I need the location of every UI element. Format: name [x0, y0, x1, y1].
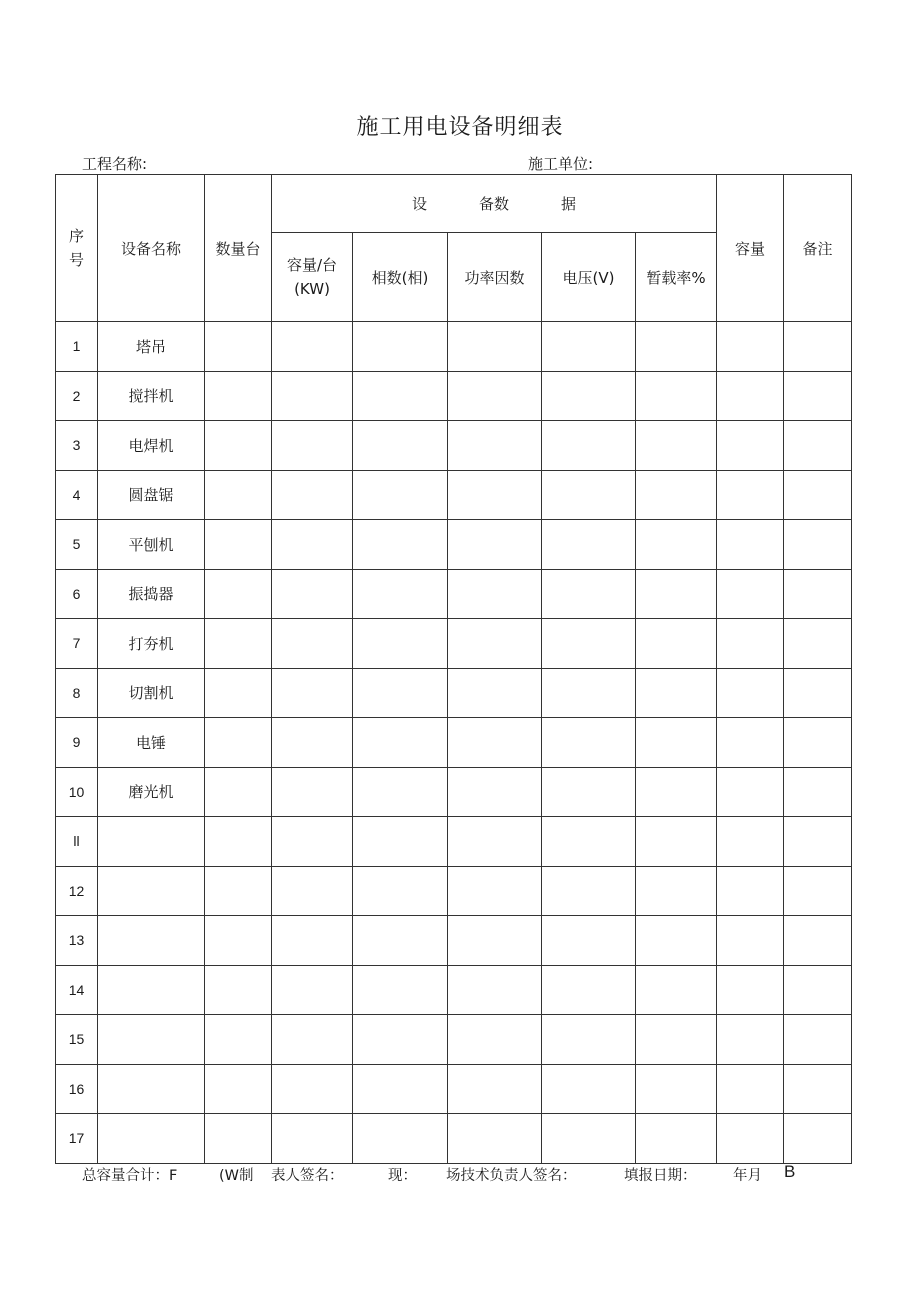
blank-cell[interactable] [272, 470, 353, 520]
blank-cell[interactable] [272, 866, 353, 916]
blank-cell[interactable] [784, 965, 852, 1015]
blank-cell[interactable] [205, 668, 272, 718]
header-remarks: 备注 [784, 175, 852, 322]
blank-cell[interactable] [717, 668, 784, 718]
table-row [56, 767, 852, 817]
year-month-label: 年月 [733, 1168, 762, 1184]
blank-cell[interactable] [784, 470, 852, 520]
blank-cell[interactable] [353, 619, 448, 669]
blank-cell[interactable] [353, 916, 448, 966]
blank-cell[interactable] [717, 767, 784, 817]
blank-cell[interactable] [636, 1114, 717, 1164]
blank-cell[interactable] [717, 1114, 784, 1164]
unit-w-label: (W制 [219, 1168, 254, 1184]
blank-cell[interactable] [272, 965, 353, 1015]
blank-cell[interactable] [784, 421, 852, 471]
blank-cell[interactable] [205, 619, 272, 669]
blank-cell[interactable] [717, 1015, 784, 1065]
blank-cell[interactable] [448, 1015, 542, 1065]
blank-cell[interactable] [717, 1064, 784, 1114]
blank-cell[interactable] [353, 470, 448, 520]
row-number: 2 [56, 371, 98, 421]
row-number: 9 [56, 718, 98, 768]
blank-cell[interactable] [272, 718, 353, 768]
blank-cell[interactable] [448, 817, 542, 867]
blank-cell[interactable] [353, 520, 448, 570]
blank-cell[interactable] [636, 322, 717, 372]
blank-cell[interactable] [542, 520, 636, 570]
total-capacity-label: 总容量合计：F [82, 1168, 178, 1184]
blank-cell[interactable] [542, 421, 636, 471]
table-row [56, 866, 852, 916]
blank-cell[interactable] [636, 965, 717, 1015]
blank-cell[interactable] [784, 668, 852, 718]
row-equipment-name [98, 1114, 205, 1164]
project-name-label: 工程名称: [82, 155, 148, 173]
blank-cell[interactable] [205, 866, 272, 916]
blank-cell[interactable] [448, 866, 542, 916]
blank-cell[interactable] [717, 520, 784, 570]
header-phase: 相数(相) [353, 233, 448, 322]
blank-cell[interactable] [542, 470, 636, 520]
row-equipment-name [98, 1064, 205, 1114]
header-quantity: 数量台 [205, 175, 272, 322]
table-row [56, 718, 852, 768]
row-equipment-name: 搅拌机 [98, 371, 205, 421]
equipment-table [55, 174, 852, 1164]
blank-cell[interactable] [784, 718, 852, 768]
tech-lead-sign-label: 场技术负责人签名： [446, 1168, 577, 1184]
blank-cell[interactable] [636, 1064, 717, 1114]
blank-cell[interactable] [784, 322, 852, 372]
blank-cell[interactable] [542, 619, 636, 669]
blank-cell[interactable] [636, 421, 717, 471]
row-number: 13 [56, 916, 98, 966]
blank-cell[interactable] [448, 1064, 542, 1114]
blank-cell[interactable] [784, 817, 852, 867]
row-number: 4 [56, 470, 98, 520]
blank-cell[interactable] [636, 718, 717, 768]
blank-cell[interactable] [784, 619, 852, 669]
header-seq: 序 号 [56, 175, 98, 322]
blank-cell[interactable] [784, 916, 852, 966]
table-row [56, 322, 852, 372]
blank-cell[interactable] [784, 866, 852, 916]
blank-cell[interactable] [636, 866, 717, 916]
blank-cell[interactable] [542, 322, 636, 372]
blank-cell[interactable] [272, 421, 353, 471]
site-label: 现： [388, 1168, 417, 1184]
row-number: ll [56, 817, 98, 867]
blank-cell[interactable] [784, 767, 852, 817]
blank-cell[interactable] [717, 421, 784, 471]
blank-cell[interactable] [272, 569, 353, 619]
blank-cell[interactable] [353, 817, 448, 867]
row-number: 10 [56, 767, 98, 817]
blank-cell[interactable] [717, 965, 784, 1015]
row-number: 7 [56, 619, 98, 669]
blank-cell[interactable] [636, 371, 717, 421]
blank-cell[interactable] [205, 1015, 272, 1065]
blank-cell[interactable] [353, 421, 448, 471]
blank-cell[interactable] [448, 569, 542, 619]
row-equipment-name: 打夯机 [98, 619, 205, 669]
blank-cell[interactable] [636, 668, 717, 718]
blank-cell[interactable] [205, 520, 272, 570]
blank-cell[interactable] [448, 668, 542, 718]
blank-cell[interactable] [717, 470, 784, 520]
row-number: 16 [56, 1064, 98, 1114]
blank-cell[interactable] [542, 767, 636, 817]
blank-cell[interactable] [717, 718, 784, 768]
blank-cell[interactable] [272, 1114, 353, 1164]
row-number: 8 [56, 668, 98, 718]
blank-cell[interactable] [205, 1064, 272, 1114]
row-equipment-name [98, 916, 205, 966]
blank-cell[interactable] [353, 322, 448, 372]
header-capacity-per-unit: 容量/台 (KW) [272, 233, 353, 322]
header-equipment-name: 设备名称 [98, 175, 205, 322]
row-number: 1 [56, 322, 98, 372]
blank-cell[interactable] [636, 1015, 717, 1065]
row-number: 3 [56, 421, 98, 471]
blank-cell[interactable] [272, 619, 353, 669]
blank-cell[interactable] [448, 322, 542, 372]
row-equipment-name: 磨光机 [98, 767, 205, 817]
blank-cell[interactable] [784, 520, 852, 570]
footer-signatures [82, 1164, 862, 1186]
blank-cell[interactable] [542, 1064, 636, 1114]
blank-cell[interactable] [448, 718, 542, 768]
blank-cell[interactable] [784, 1064, 852, 1114]
table-row [56, 817, 852, 867]
header-power-factor: 功率因数 [448, 233, 542, 322]
blank-cell[interactable] [353, 1064, 448, 1114]
blank-cell[interactable] [717, 569, 784, 619]
blank-cell[interactable] [784, 569, 852, 619]
row-equipment-name [98, 817, 205, 867]
table-row [56, 1015, 852, 1065]
blank-cell[interactable] [717, 619, 784, 669]
blank-cell[interactable] [717, 322, 784, 372]
blank-cell[interactable] [636, 767, 717, 817]
blank-cell[interactable] [272, 520, 353, 570]
blank-cell[interactable] [205, 916, 272, 966]
blank-cell[interactable] [542, 569, 636, 619]
row-number: 12 [56, 866, 98, 916]
blank-cell[interactable] [448, 520, 542, 570]
blank-cell[interactable] [272, 371, 353, 421]
blank-cell[interactable] [636, 520, 717, 570]
blank-cell[interactable] [205, 322, 272, 372]
blank-cell[interactable] [448, 965, 542, 1015]
row-equipment-name [98, 866, 205, 916]
blank-cell[interactable] [636, 470, 717, 520]
blank-cell[interactable] [542, 916, 636, 966]
row-equipment-name: 平刨机 [98, 520, 205, 570]
table-row [56, 421, 852, 471]
blank-cell[interactable] [353, 1015, 448, 1065]
blank-cell[interactable] [542, 866, 636, 916]
row-equipment-name: 振捣器 [98, 569, 205, 619]
blank-cell[interactable] [353, 965, 448, 1015]
table-row [56, 916, 852, 966]
blank-cell[interactable] [542, 965, 636, 1015]
table-row [56, 1114, 852, 1164]
blank-cell[interactable] [205, 569, 272, 619]
blank-cell[interactable] [205, 1114, 272, 1164]
blank-cell[interactable] [448, 916, 542, 966]
table-row [56, 619, 852, 669]
blank-cell[interactable] [636, 619, 717, 669]
table-row [56, 965, 852, 1015]
blank-cell[interactable] [205, 371, 272, 421]
blank-cell[interactable] [353, 866, 448, 916]
fill-date-label: 填报日期： [624, 1168, 697, 1184]
blank-cell[interactable] [636, 817, 717, 867]
construction-unit-label: 施工单位: [528, 155, 594, 173]
blank-cell[interactable] [353, 371, 448, 421]
table-row [56, 569, 852, 619]
blank-cell[interactable] [205, 817, 272, 867]
blank-cell[interactable] [448, 1114, 542, 1164]
blank-cell[interactable] [205, 421, 272, 471]
blank-cell[interactable] [448, 767, 542, 817]
blank-cell[interactable] [636, 916, 717, 966]
row-number: 14 [56, 965, 98, 1015]
blank-cell[interactable] [717, 817, 784, 867]
blank-cell[interactable] [272, 916, 353, 966]
day-label: B [784, 1162, 796, 1181]
blank-cell[interactable] [448, 470, 542, 520]
table-row [56, 520, 852, 570]
blank-cell[interactable] [272, 817, 353, 867]
row-equipment-name: 电锤 [98, 718, 205, 768]
table-row [56, 1064, 852, 1114]
table-row [56, 371, 852, 421]
blank-cell[interactable] [353, 668, 448, 718]
header-duty-rate: 暂载率% [636, 233, 717, 322]
blank-cell[interactable] [542, 371, 636, 421]
blank-cell[interactable] [272, 1064, 353, 1114]
blank-cell[interactable] [448, 421, 542, 471]
row-equipment-name: 切割机 [98, 668, 205, 718]
blank-cell[interactable] [272, 767, 353, 817]
blank-cell[interactable] [205, 718, 272, 768]
blank-cell[interactable] [542, 668, 636, 718]
row-number: 15 [56, 1015, 98, 1065]
blank-cell[interactable] [717, 866, 784, 916]
header-voltage: 电压(V) [542, 233, 636, 322]
row-equipment-name: 电焊机 [98, 421, 205, 471]
row-equipment-name: 圆盘锯 [98, 470, 205, 520]
header-equipment-data: 设 备数 据 [272, 175, 717, 233]
table-row [56, 470, 852, 520]
blank-cell[interactable] [542, 1015, 636, 1065]
blank-cell[interactable] [353, 1114, 448, 1164]
blank-cell[interactable] [784, 371, 852, 421]
row-number: 5 [56, 520, 98, 570]
blank-cell[interactable] [272, 322, 353, 372]
blank-cell[interactable] [542, 1114, 636, 1164]
header-capacity: 容量 [717, 175, 784, 322]
row-number: 17 [56, 1114, 98, 1164]
table-row [56, 668, 852, 718]
blank-cell[interactable] [353, 718, 448, 768]
blank-cell[interactable] [272, 1015, 353, 1065]
blank-cell[interactable] [205, 965, 272, 1015]
blank-cell[interactable] [205, 470, 272, 520]
page-title: 施工用电设备明细表 [356, 115, 564, 140]
blank-cell[interactable] [717, 916, 784, 966]
blank-cell[interactable] [784, 1015, 852, 1065]
blank-cell[interactable] [636, 569, 717, 619]
blank-cell[interactable] [542, 817, 636, 867]
row-equipment-name [98, 965, 205, 1015]
blank-cell[interactable] [353, 767, 448, 817]
row-equipment-name [98, 1015, 205, 1065]
row-number: 6 [56, 569, 98, 619]
blank-cell[interactable] [784, 1114, 852, 1164]
tabulator-sign-label: 表人签名： [271, 1168, 344, 1184]
row-equipment-name: 塔吊 [98, 322, 205, 372]
blank-cell[interactable] [542, 718, 636, 768]
blank-cell[interactable] [448, 371, 542, 421]
blank-cell[interactable] [272, 668, 353, 718]
blank-cell[interactable] [448, 619, 542, 669]
blank-cell[interactable] [205, 767, 272, 817]
blank-cell[interactable] [353, 569, 448, 619]
blank-cell[interactable] [717, 371, 784, 421]
